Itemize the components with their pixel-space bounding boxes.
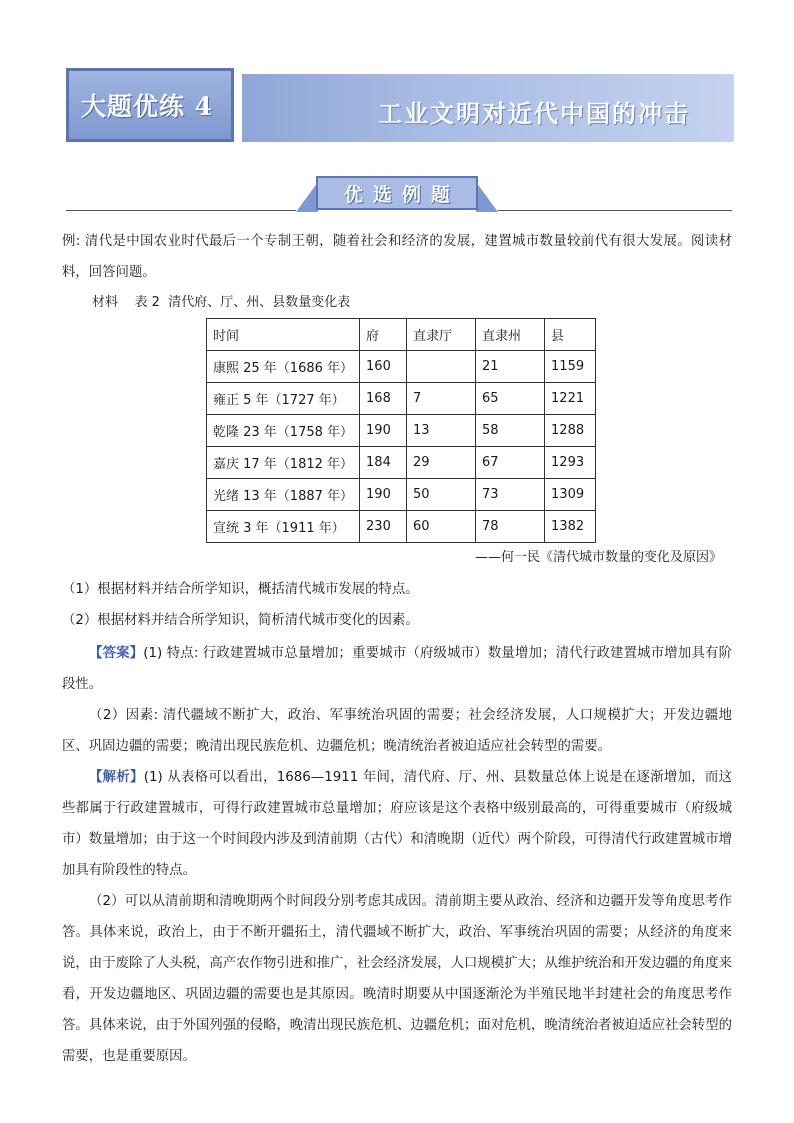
section-title: 优选例题 (343, 183, 460, 206)
answer-part-2: （2）因素: 清代疆域不断扩大，政治、军事统治巩固的需要；社会经济发展，人口规模扩大；开发边疆地区、巩固边疆的需要；晚清出现民族危机、边疆危机；晚清统治者被迫适应社会转型的需要。 (62, 708, 732, 754)
question-intro: 例: 清代是中国农业时代最后一个专制王朝，随着社会和经济的发展，建置城市数量较前代有很大发展。阅读材料，回答问题。 (62, 234, 732, 280)
exercise-label: 大题优练 4 (81, 92, 214, 121)
table-cell: 1288 (545, 415, 596, 447)
table-cell: 184 (360, 447, 407, 479)
source-citation: ——何一民《清代城市数量的变化及原因》 (474, 550, 722, 565)
table-cell: 康熙 25 年（1686 年） (207, 351, 360, 383)
table-cell: 1309 (545, 479, 596, 511)
analysis-tag: 【解析】 (89, 770, 144, 785)
table-row (207, 383, 596, 415)
table-cell: 嘉庆 17 年（1812 年） (207, 447, 360, 479)
table-cell: 宣统 3 年（1911 年） (207, 511, 360, 543)
answer-tag: 【答案】 (89, 646, 144, 661)
table-cell: 65 (476, 383, 545, 415)
table-cell: 168 (360, 383, 407, 415)
table-header-row (207, 319, 596, 351)
header-cell-ting: 直隶厅 (407, 319, 476, 351)
header-cell-zhou: 直隶州 (476, 319, 545, 351)
table-cell: 160 (360, 351, 407, 383)
table-cell: 67 (476, 447, 545, 479)
question-2: （2）根据材料并结合所学知识，简析清代城市变化的因素。 (62, 613, 419, 628)
table-cell: 乾隆 23 年（1758 年） (207, 415, 360, 447)
header-banner (66, 68, 734, 142)
banner-label-box (66, 68, 234, 142)
banner-title-bar (236, 74, 734, 142)
badge-left-wing (296, 182, 318, 212)
table-cell (407, 351, 476, 383)
table-row (207, 479, 596, 511)
analysis-part-2: （2）可以从清前期和清晚期两个时间段分别考虑其成因。清前期主要从政治、经济和边疆开发等角度思考作答。具体来说，政治上，由于不断开疆拓土，清代疆域不断扩大，政治、军事统治巩固的需要；从经济的角度来说，由于废除了人头税，高产农作物引进和推广，社会经济发展，人口规模扩大；从维护统治和开发边疆的角度来看，开发边疆地区、巩固边疆的需要也是其原因。晚清时期要从中国逐渐沦为半殖民地半封建社会的角度思考作答。具体来说，由于外国列强的侵略，晚清出现民族危机、边疆危机；面对危机，晚清统治者被迫适应社会转型的需要，也是重要原因。 (62, 894, 732, 1064)
material-caption: 材料 表 2 清代府、厅、州、县数量变化表 (92, 295, 351, 310)
analysis-part-1 (62, 762, 732, 886)
header-cell-xian: 县 (545, 319, 596, 351)
table-cell: 1293 (545, 447, 596, 479)
answer-text-1: (1) 特点: 行政建置城市总量增加；重要城市（府级城市）数量增加；清代行政建置城市增加具有阶段性。 (62, 646, 732, 692)
analysis-text-1: (1) 从表格可以看出，1686—1911 年间，清代府、厅、州、县数量总体上说是在逐渐增加，而这些都属于行政建置城市，可得行政建置城市总量增加；府应该是这个表格中级别最高的，可得重要城市（府级城市）数量增加；由于这一个时间段内涉及到清前期（古代）和清晚期（近代）两个阶段，可得清代行政建置城市增加具有阶段性的特点。 (62, 770, 733, 878)
table-cell: 1159 (545, 351, 596, 383)
badge-right-wing (476, 182, 498, 212)
data-table (206, 318, 596, 543)
table-cell: 190 (360, 415, 407, 447)
banner-divider (234, 68, 242, 142)
table-cell: 50 (407, 479, 476, 511)
header-cell-fu: 府 (360, 319, 407, 351)
chapter-title: 工业文明对近代中国的冲击 (378, 99, 690, 128)
badge-box (316, 176, 478, 210)
table-cell: 13 (407, 415, 476, 447)
table-cell: 光绪 13 年（1887 年） (207, 479, 360, 511)
table-cell: 1382 (545, 511, 596, 543)
header-cell-time: 时间 (207, 319, 360, 351)
table-cell: 21 (476, 351, 545, 383)
question-1: （1）根据材料并结合所学知识，概括清代城市发展的特点。 (62, 582, 419, 597)
table-row (207, 415, 596, 447)
section-badge (296, 176, 498, 212)
table-cell: 1221 (545, 383, 596, 415)
table-cell: 雍正 5 年（1727 年） (207, 383, 360, 415)
table-cell: 190 (360, 479, 407, 511)
table-cell: 73 (476, 479, 545, 511)
table-row (207, 511, 596, 543)
table-cell: 7 (407, 383, 476, 415)
table-row (207, 351, 596, 383)
table-row (207, 447, 596, 479)
table-cell: 58 (476, 415, 545, 447)
table-cell: 78 (476, 511, 545, 543)
table-cell: 60 (407, 511, 476, 543)
answer-part-1 (62, 638, 732, 700)
table-cell: 230 (360, 511, 407, 543)
table-cell: 29 (407, 447, 476, 479)
